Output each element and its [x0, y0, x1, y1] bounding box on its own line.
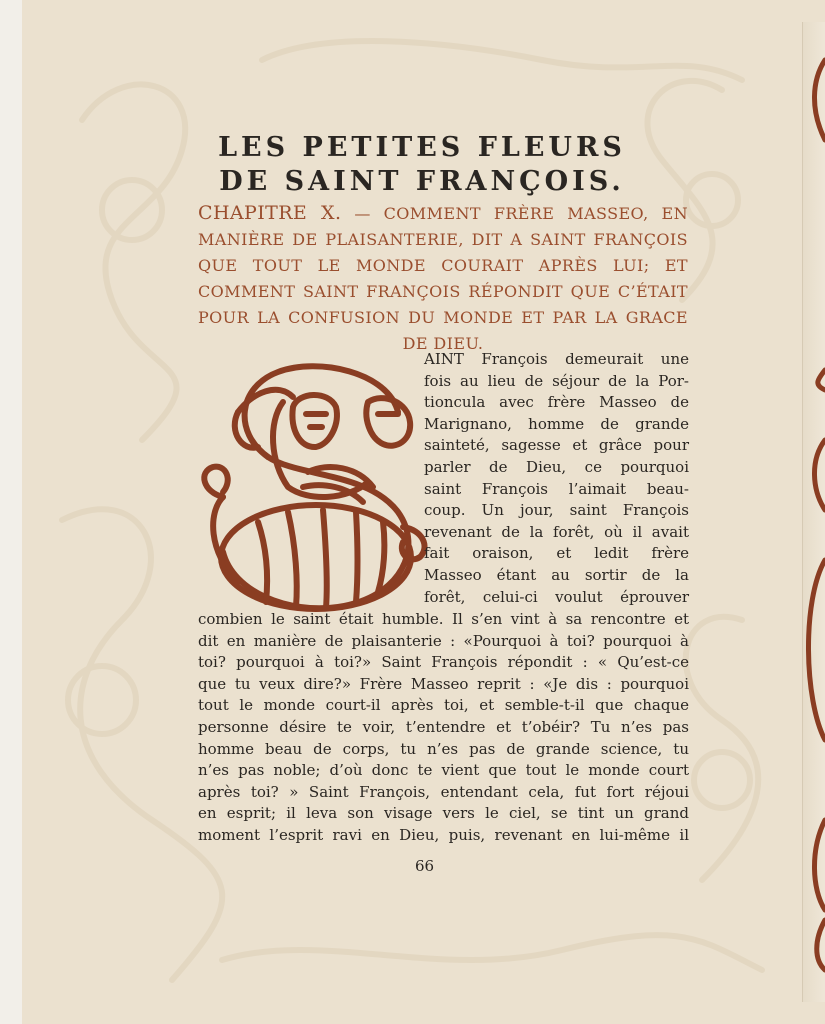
body-line: saint François l’aimait beau-	[424, 479, 689, 498]
body-line: après toi? » Saint François, entendant cela, fut fort réjoui	[198, 782, 689, 801]
body-line: parler de Dieu, ce pourquoi	[424, 457, 689, 476]
body-line: sainteté, sagesse et grâce pour	[424, 436, 689, 455]
chapter-heading	[198, 200, 688, 357]
body-line: homme beau de corps, tu n’es pas de grande science, tu	[198, 739, 689, 758]
body-line: revenant de la forêt, où il avait	[424, 522, 689, 541]
page-number: 66	[414, 857, 435, 875]
body-line: personne désire te voir, t’entendre et t’obéir? Tu n’es pas	[198, 717, 689, 736]
body-line: dit en manière de plaisanterie : «Pourquoi à toi? pourquoi à	[198, 631, 689, 650]
body-line: moment l’esprit ravi en Dieu, puis, revenant en lui-même il	[198, 825, 689, 844]
adjacent-page-ornament-icon	[792, 40, 825, 980]
body-line: AINT François demeurait une	[424, 350, 689, 368]
body-line: fait oraison, et ledit frère	[424, 544, 689, 563]
body-line: forêt, celui-ci voulut éprouver	[424, 587, 689, 606]
body-line: coup. Un jour, saint François	[424, 501, 689, 520]
body-line: Masseo étant au sortir de la	[424, 565, 689, 584]
chapter-summary: — COMMENT FRÈRE MASSEO, EN MANIÈRE DE PLAISANTERIE, DIT A SAINT FRANÇOIS QUE TOUT LE MONDE COURAIT APRÈS LUI; ET COMMENT SAINT FRANÇOIS RÉPONDIT QUE C’ÉTAIT POUR LA CONFUSION DU MONDE ET PAR LA GRACE DE DIEU.	[198, 204, 688, 353]
body-line: tioncula avec frère Masseo de	[424, 393, 689, 412]
chapter-number: CHAPITRE X.	[198, 202, 342, 224]
body-paragraph-full	[198, 609, 689, 847]
body-paragraph-indented	[424, 349, 689, 608]
body-line: tout le monde court-il après toi, et semble-t-il que chaque	[198, 696, 689, 715]
body-line: toi? pourquoi à toi?» Saint François répondit : « Qu’est-ce	[198, 653, 689, 672]
body-line: fois au lieu de séjour de la Por-	[424, 371, 689, 390]
body-line: en esprit; il leva son visage vers le ciel, se tint un grand	[198, 804, 689, 823]
body-line: que tu veux dire?» Frère Masseo reprit : «Je dis : pourquoi	[198, 674, 689, 693]
body-line: Marignano, homme de grande	[424, 414, 689, 433]
body-line: n’es pas noble; d’où donc te vient que tout le monde court	[198, 761, 689, 780]
illuminated-letter-s-with-saint-icon	[198, 352, 434, 614]
book-title-line-2: DE SAINT FRANÇOIS.	[219, 166, 625, 197]
book-page	[22, 0, 825, 1024]
book-title-line-1: LES PETITES FLEURS	[218, 132, 626, 163]
body-line: combien le saint était humble. Il s’en vint à sa rencontre et	[198, 610, 689, 628]
